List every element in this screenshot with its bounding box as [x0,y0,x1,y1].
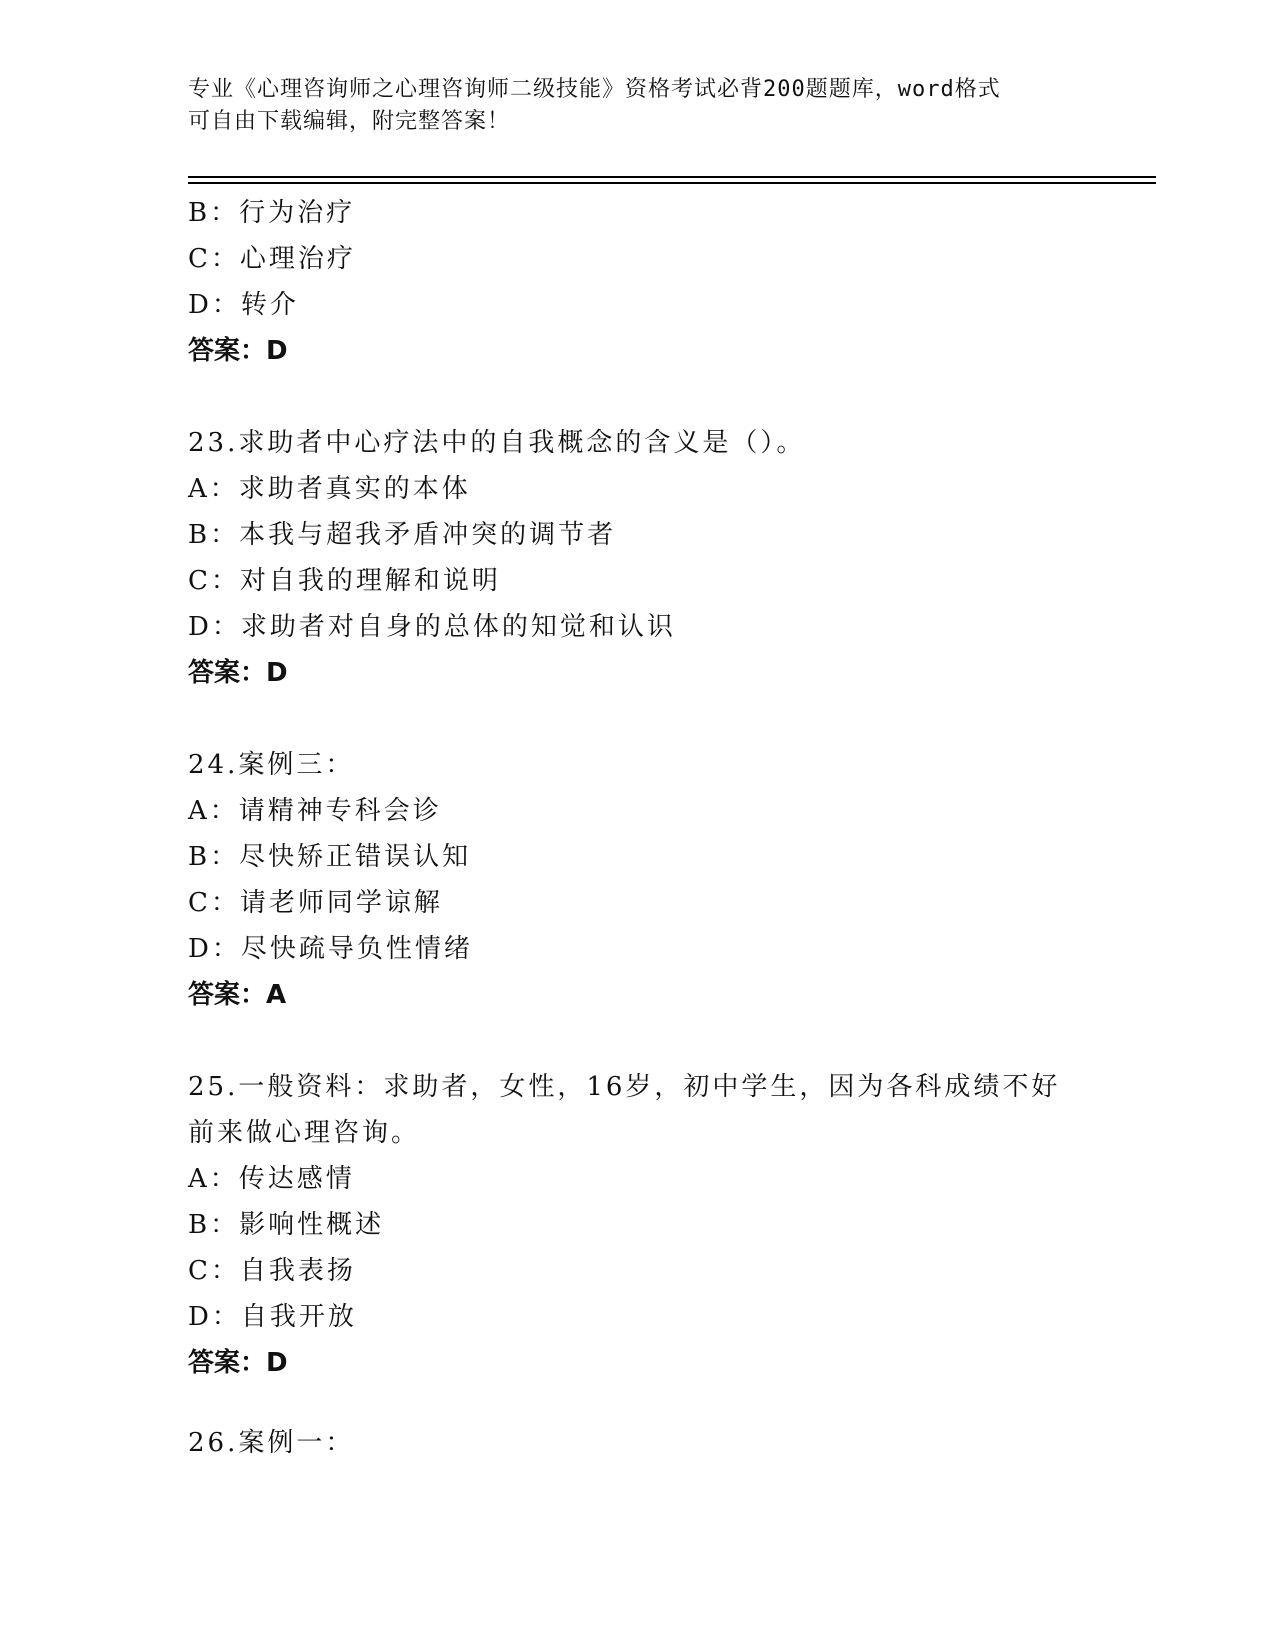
option-a: A：求助者真实的本体 [188,474,471,504]
header-divider-top [188,176,1156,178]
document-header [188,74,1088,138]
option-c: C：心理治疗 [188,244,356,274]
option-d: D：尽快疏导负性情绪 [188,934,473,964]
answer-line: 答案：D [188,658,288,688]
question-23 [188,420,1148,696]
header-divider-bottom [188,182,1156,184]
header-line-1: 专业《心理咨询师之心理咨询师二级技能》资格考试必背200题题库，word格式 [188,77,1001,102]
option-b: B：本我与超我矛盾冲突的调节者 [188,520,617,550]
spacer [188,374,1148,420]
option-d: D：求助者对自身的总体的知觉和认识 [188,612,676,642]
option-d: D：自我开放 [188,1302,357,1332]
option-a: A：传达感情 [188,1164,355,1194]
question-list [188,190,1148,1386]
question-24 [188,742,1148,1018]
answer-line: 答案：D [188,1348,288,1378]
option-a: A：请精神专科会诊 [188,796,442,826]
header-line-2: 可自由下载编辑，附完整答案！ [188,109,511,134]
answer-line: 答案：D [188,336,288,366]
question-26 [188,1420,354,1466]
question-stem: 25.一般资料：求助者，女性，16岁，初中学生，因为各科成绩不好前来做心理咨询。 [188,1072,1061,1148]
option-b: B：影响性概述 [188,1210,385,1240]
option-b: B：尽快矫正错误认知 [188,842,472,872]
question-stem: 26.案例一： [188,1428,355,1458]
question-stem: 23.求助者中心疗法中的自我概念的含义是（）。 [188,428,806,458]
answer-line: 答案：A [188,980,287,1010]
question-stem: 24.案例三： [188,750,355,780]
spacer [188,696,1148,742]
option-b: B：行为治疗 [188,198,356,228]
question-25 [188,1064,1148,1386]
spacer [188,1018,1148,1064]
option-c: C：请老师同学谅解 [188,888,443,918]
option-c: C：对自我的理解和说明 [188,566,501,596]
option-d: D：转介 [188,290,299,320]
question-partial [188,190,1148,374]
option-c: C：自我表扬 [188,1256,356,1286]
